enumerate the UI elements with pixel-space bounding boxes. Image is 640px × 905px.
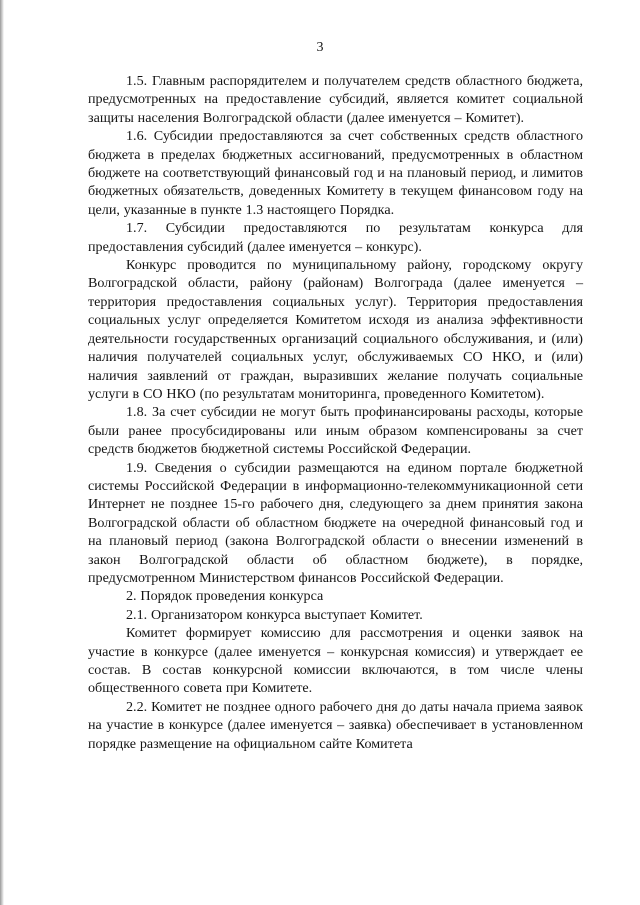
paragraph-contest-territory: Конкурс проводится по муниципальному району, городскому округу Волгоградской области, району (районам) Волгограда (далее именуется – территория предоставления социальных услуг). Территория предоставления социальных услуг определяется Комитетом исходя из анализа эффективности деятельности государственных организаций социального обслуживания, и (или) наличия получателей социальных услуг, обслуживаемых СО НКО, и (или) наличия заявлений от граждан, выразивших желание получать социальные услуги в СО НКО (по результатам мониторинга, проведенного Комитетом).	[88, 257, 583, 402]
paragraph-1-9: 1.9. Сведения о субсидии размещаются на едином портале бюджетной системы Российской Федерации в информационно-телекоммуникационной сети Интернет не позднее 15-го рабочего дня, следующего за днем принятия закона Волгоградской области об областном бюджете на очередной финансовый год и на плановый период (закона Волгоградской области о внесении изменений в закон Волгоградской области об областном бюджете), в порядке, предусмотренном Министерством финансов Российской Федерации.	[88, 459, 583, 586]
paragraph-2-1: 2.1. Организатором конкурса выступает Комитет.	[126, 606, 423, 623]
paragraph-2-2: 2.2. Комитет не позднее одного рабочего дня до даты начала приема заявок на участие в конкурсе (далее именуется – заявка) обеспечивает в установленном порядке размещение на официальном сайте Комитета	[88, 698, 583, 752]
paragraph-1-5: 1.5. Главным распорядителем и получателем средств областного бюджета, предусмотренных на предоставление субсидий, является комитет социальной защиты населения Волгоградской области (далее именуется – Комитет).	[88, 73, 583, 126]
paragraph-commission: Комитет формирует комиссию для рассмотрения и оценки заявок на участие в конкурсе (далее именуется – конкурсная комиссия) и утверждает ее состав. В состав конкурсной комиссии включаются, в том числе члены общественного совета при Комитете.	[88, 625, 583, 697]
paragraph-1-6: 1.6. Субсидии предоставляются за счет собственных средств областного бюджета в пределах бюджетных ассигнований, предусмотренных в областном бюджете на соответствующий финансовый год и на плановый период, и лимитов бюджетных обязательств, доведенных Комитету в текущем финансовом году на цели, указанные в пункте 1.3 настоящего Порядка.	[88, 128, 583, 218]
document-body	[88, 72, 583, 753]
paragraph-1-8: 1.8. За счет субсидии не могут быть профинансированы расходы, которые были ранее просубсидированы или иным образом компенсированы за счет средств бюджетов бюджетной системы Российской Федерации.	[88, 404, 583, 458]
section-heading: 2. Порядок проведения конкурса	[126, 588, 324, 605]
paragraph-1-7: 1.7. Субсидии предоставляются по результатам конкурса для предоставления субсидий (далее именуется – конкурс).	[88, 220, 583, 255]
scan-edge	[0, 0, 4, 905]
page-number: 3	[316, 40, 324, 55]
